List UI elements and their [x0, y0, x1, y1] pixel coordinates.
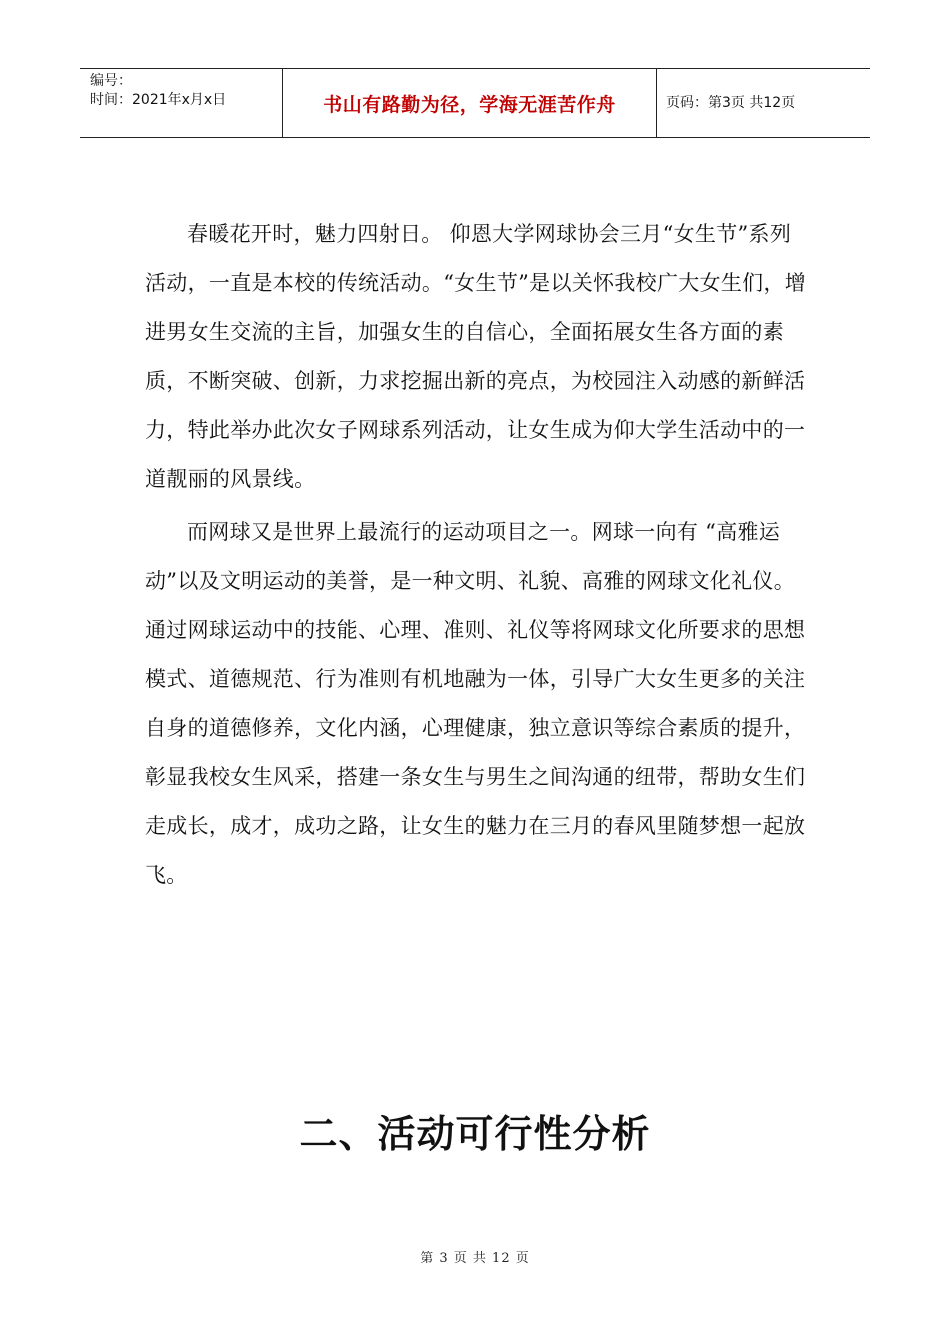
header-page-cell [656, 69, 870, 137]
page-info: 页码：第3页 共12页 [666, 95, 796, 111]
page-footer: 第 3 页 共 12 页 [420, 1251, 530, 1266]
header-motto-cell [282, 69, 657, 137]
header-meta-cell [80, 69, 282, 137]
motto: 书山有路勤为径，学海无涯苦作舟 [323, 93, 616, 116]
time-label: 时间：2021年x月x日 [90, 92, 227, 108]
number-label: 编号： [90, 73, 132, 89]
paragraph-1-text: 春暖花开时，魅力四射日。 仰恩大学网球协会三月“女生节”系列活动，一直是本校的传统活动。“女生节”是以关怀我校广大女生们，增进男女生交流的主旨，加强女生的自信心，全面拓展女生各方面的素质，不断突破、创新，力求挖掘出新的亮点，为校园注入动感的新鲜活力，特此举办此次女子网球系列活动，让女生成为仰大学生活动中的一道靓丽的风景线。 [145, 222, 807, 491]
paragraph-2-text: 而网球又是世界上最流行的运动项目之一。网球一向有 “高雅运动”以及文明运动的美誉，是一种文明、礼貌、高雅的网球文化礼仪。通过网球运动中的技能、心理、准则、礼仪等将网球文化所要求的思想模式、道德规范、行为准则有机地融为一体，引导广大女生更多的关注自身的道德修养，文化内涵，心理健康，独立意识等综合素质的提升，彰显我校女生风采，搭建一条女生与男生之间沟通的纽带，帮助女生们走成长，成才，成功之路，让女生的魅力在三月的春风里随梦想一起放飞。 [145, 520, 806, 887]
paragraph-2 [145, 508, 810, 900]
header-table [80, 68, 870, 138]
section-heading: 二、活动可行性分析 [299, 1112, 651, 1156]
paragraph-1 [145, 210, 810, 504]
